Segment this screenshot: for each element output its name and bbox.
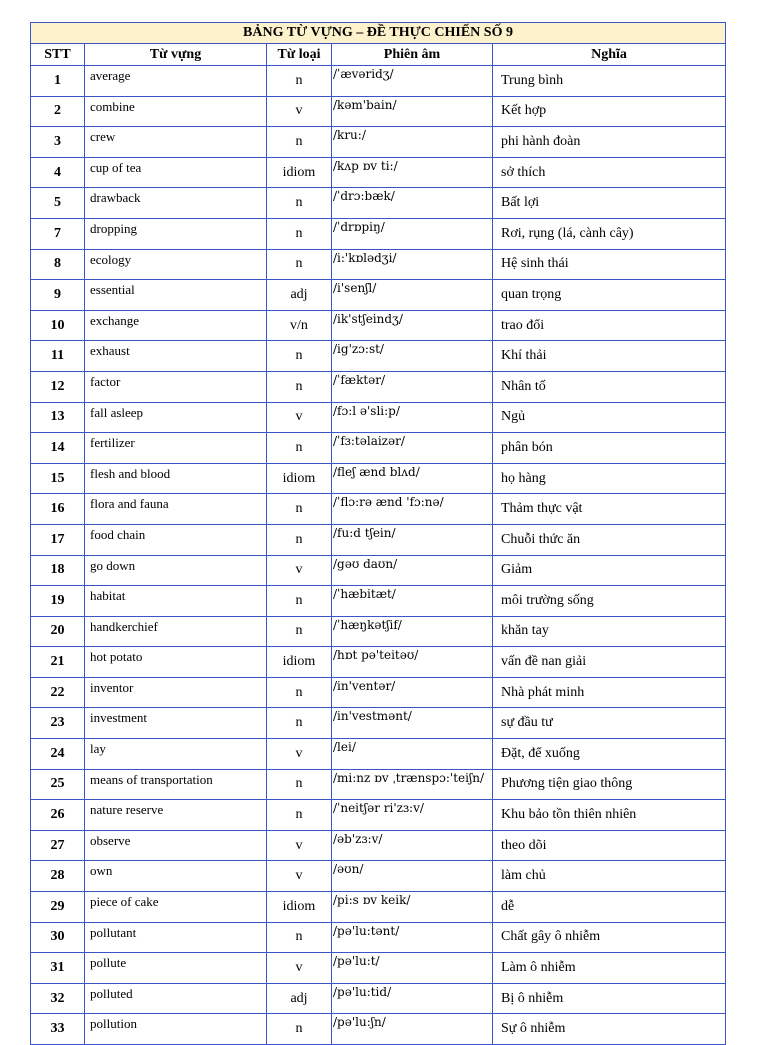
pronunciation: /hɒt pə'teitəʊ/ <box>332 647 493 678</box>
row-number: 14 <box>31 433 85 464</box>
pronunciation: /fleʃ ænd blʌd/ <box>332 463 493 494</box>
vocab-word: crew <box>85 127 267 158</box>
word-type: n <box>267 127 332 158</box>
meaning: Kết hợp <box>493 96 726 127</box>
meaning: theo dõi <box>493 830 726 861</box>
row-number: 13 <box>31 402 85 433</box>
table-row <box>31 524 726 555</box>
meaning: Rơi, rụng (lá, cành cây) <box>493 218 726 249</box>
vocab-word: hot potato <box>85 647 267 678</box>
pronunciation: /ˈneitʃər ri'zɜ:v/ <box>332 800 493 831</box>
vocab-word: observe <box>85 830 267 861</box>
table-row <box>31 983 726 1014</box>
row-number: 3 <box>31 127 85 158</box>
row-number: 8 <box>31 249 85 280</box>
pronunciation: /kəm'bain/ <box>332 96 493 127</box>
meaning: Hệ sinh thái <box>493 249 726 280</box>
table-row <box>31 555 726 586</box>
row-number: 11 <box>31 341 85 372</box>
pronunciation: /pə'lu:tid/ <box>332 983 493 1014</box>
table-row <box>31 310 726 341</box>
vocabulary-table <box>30 22 726 1045</box>
row-number: 15 <box>31 463 85 494</box>
word-type: n <box>267 249 332 280</box>
word-type: v <box>267 739 332 770</box>
word-type: idiom <box>267 157 332 188</box>
table-title: BẢNG TỪ VỰNG – ĐỀ THỰC CHIẾN SỐ 9 <box>31 23 726 44</box>
meaning: Bất lợi <box>493 188 726 219</box>
meaning: Nhà phát minh <box>493 677 726 708</box>
vocab-word: piece of cake <box>85 892 267 923</box>
row-number: 28 <box>31 861 85 892</box>
meaning: Trung bình <box>493 66 726 97</box>
table-row <box>31 341 726 372</box>
vocab-word: habitat <box>85 586 267 617</box>
word-type: n <box>267 1014 332 1045</box>
vocab-word: food chain <box>85 524 267 555</box>
vocab-word: exchange <box>85 310 267 341</box>
vocab-word: fertilizer <box>85 433 267 464</box>
meaning: môi trường sống <box>493 586 726 617</box>
table-row <box>31 586 726 617</box>
vocab-word: drawback <box>85 188 267 219</box>
vocab-word: polluted <box>85 983 267 1014</box>
vocab-word: inventor <box>85 677 267 708</box>
pronunciation: /gəʊ daʊn/ <box>332 555 493 586</box>
word-type: n <box>267 677 332 708</box>
vocab-word: pollute <box>85 953 267 984</box>
row-number: 9 <box>31 280 85 311</box>
vocab-word: means of transportation <box>85 769 267 800</box>
word-type: n <box>267 922 332 953</box>
meaning: Bị ô nhiễm <box>493 983 726 1014</box>
meaning: Khí thải <box>493 341 726 372</box>
word-type: n <box>267 708 332 739</box>
row-number: 16 <box>31 494 85 525</box>
vocab-word: essential <box>85 280 267 311</box>
table-row <box>31 800 726 831</box>
table-row <box>31 433 726 464</box>
row-number: 21 <box>31 647 85 678</box>
row-number: 27 <box>31 830 85 861</box>
meaning: làm chủ <box>493 861 726 892</box>
row-number: 24 <box>31 739 85 770</box>
table-row <box>31 830 726 861</box>
word-type: v <box>267 861 332 892</box>
table-row <box>31 677 726 708</box>
vocab-word: factor <box>85 371 267 402</box>
word-type: v <box>267 953 332 984</box>
row-number: 4 <box>31 157 85 188</box>
row-number: 1 <box>31 66 85 97</box>
pronunciation: /in'vestmənt/ <box>332 708 493 739</box>
word-type: idiom <box>267 892 332 923</box>
table-row <box>31 892 726 923</box>
meaning: Ngủ <box>493 402 726 433</box>
pronunciation: /əʊn/ <box>332 861 493 892</box>
vocab-word: lay <box>85 739 267 770</box>
meaning: phi hành đoàn <box>493 127 726 158</box>
table-header-row <box>31 44 726 66</box>
row-number: 10 <box>31 310 85 341</box>
vocab-word: ecology <box>85 249 267 280</box>
table-row <box>31 922 726 953</box>
vocab-word: handkerchief <box>85 616 267 647</box>
word-type: v <box>267 830 332 861</box>
pronunciation: /ˈhæŋkətʃif/ <box>332 616 493 647</box>
meaning: Phương tiện giao thông <box>493 769 726 800</box>
table-row <box>31 157 726 188</box>
row-number: 23 <box>31 708 85 739</box>
row-number: 18 <box>31 555 85 586</box>
row-number: 19 <box>31 586 85 617</box>
meaning: dễ <box>493 892 726 923</box>
table-body <box>31 66 726 1045</box>
row-number: 32 <box>31 983 85 1014</box>
vocab-word: investment <box>85 708 267 739</box>
word-type: idiom <box>267 647 332 678</box>
word-type: n <box>267 586 332 617</box>
vocab-word: cup of tea <box>85 157 267 188</box>
word-type: n <box>267 769 332 800</box>
meaning: Sự ô nhiễm <box>493 1014 726 1045</box>
meaning: phân bón <box>493 433 726 464</box>
word-type: v <box>267 96 332 127</box>
meaning: Chuỗi thức ăn <box>493 524 726 555</box>
word-type: n <box>267 524 332 555</box>
vocab-word: dropping <box>85 218 267 249</box>
word-type: idiom <box>267 463 332 494</box>
meaning: Làm ô nhiễm <box>493 953 726 984</box>
table-row <box>31 280 726 311</box>
meaning: trao đổi <box>493 310 726 341</box>
meaning: sở thích <box>493 157 726 188</box>
meaning: vấn đề nan giải <box>493 647 726 678</box>
pronunciation: /kʌp ɒv ti:/ <box>332 157 493 188</box>
pronunciation: /ik'stʃeindʒ/ <box>332 310 493 341</box>
pronunciation: /ˈflɔ:rə ænd 'fɔ:nə/ <box>332 494 493 525</box>
row-number: 5 <box>31 188 85 219</box>
table-title-row <box>31 23 726 44</box>
row-number: 12 <box>31 371 85 402</box>
vocab-word: pollution <box>85 1014 267 1045</box>
table-row <box>31 739 726 770</box>
table-row <box>31 188 726 219</box>
pronunciation: /pə'lu:ʃn/ <box>332 1014 493 1045</box>
vocab-word: go down <box>85 555 267 586</box>
word-type: n <box>267 188 332 219</box>
row-number: 20 <box>31 616 85 647</box>
word-type: v <box>267 402 332 433</box>
meaning: quan trọng <box>493 280 726 311</box>
vocab-word: flora and fauna <box>85 494 267 525</box>
table-row <box>31 494 726 525</box>
table-row <box>31 402 726 433</box>
word-type: n <box>267 433 332 464</box>
header-meaning: Nghĩa <box>493 44 726 66</box>
row-number: 26 <box>31 800 85 831</box>
table-row <box>31 769 726 800</box>
table-row <box>31 463 726 494</box>
vocab-word: fall asleep <box>85 402 267 433</box>
row-number: 17 <box>31 524 85 555</box>
word-type: n <box>267 341 332 372</box>
word-type: adj <box>267 983 332 1014</box>
word-type: v <box>267 555 332 586</box>
pronunciation: /pi:s ɒv keik/ <box>332 892 493 923</box>
pronunciation: /ˈhæbitæt/ <box>332 586 493 617</box>
pronunciation: /i'senʃl/ <box>332 280 493 311</box>
header-stt: STT <box>31 44 85 66</box>
word-type: v/n <box>267 310 332 341</box>
meaning: Khu bảo tồn thiên nhiên <box>493 800 726 831</box>
table-row <box>31 708 726 739</box>
pronunciation: /ˈdrɔ:bæk/ <box>332 188 493 219</box>
row-number: 31 <box>31 953 85 984</box>
word-type: n <box>267 66 332 97</box>
pronunciation: /ˈævəridʒ/ <box>332 66 493 97</box>
meaning: khăn tay <box>493 616 726 647</box>
vocab-word: combine <box>85 96 267 127</box>
vocab-word: nature reserve <box>85 800 267 831</box>
table-row <box>31 371 726 402</box>
header-word: Từ vựng <box>85 44 267 66</box>
meaning: Giảm <box>493 555 726 586</box>
row-number: 2 <box>31 96 85 127</box>
pronunciation: /mi:nz ɒv ˌtrænspɔ:'teiʃn/ <box>332 769 493 800</box>
word-type: n <box>267 371 332 402</box>
table-row <box>31 616 726 647</box>
word-type: n <box>267 800 332 831</box>
meaning: Chất gây ô nhiễm <box>493 922 726 953</box>
vocab-word: exhaust <box>85 341 267 372</box>
pronunciation: /lei/ <box>332 739 493 770</box>
row-number: 30 <box>31 922 85 953</box>
word-type: adj <box>267 280 332 311</box>
row-number: 25 <box>31 769 85 800</box>
vocab-word: pollutant <box>85 922 267 953</box>
header-ipa: Phiên âm <box>332 44 493 66</box>
table-row <box>31 249 726 280</box>
pronunciation: /əb'zɜ:v/ <box>332 830 493 861</box>
meaning: Thảm thực vật <box>493 494 726 525</box>
table-row <box>31 953 726 984</box>
row-number: 22 <box>31 677 85 708</box>
pronunciation: /kru:/ <box>332 127 493 158</box>
pronunciation: /ˈfæktər/ <box>332 371 493 402</box>
pronunciation: /ig'zɔ:st/ <box>332 341 493 372</box>
pronunciation: /fu:d tʃein/ <box>332 524 493 555</box>
meaning: Đặt, để xuống <box>493 739 726 770</box>
table-row <box>31 218 726 249</box>
vocab-word: flesh and blood <box>85 463 267 494</box>
pronunciation: /pə'lu:t/ <box>332 953 493 984</box>
table-row <box>31 96 726 127</box>
word-type: n <box>267 616 332 647</box>
meaning: họ hàng <box>493 463 726 494</box>
pronunciation: /i:'kɒlədʒi/ <box>332 249 493 280</box>
table-row <box>31 127 726 158</box>
table-row <box>31 861 726 892</box>
pronunciation: /ˈdrɒpiŋ/ <box>332 218 493 249</box>
word-type: n <box>267 494 332 525</box>
vocab-word: average <box>85 66 267 97</box>
header-type: Từ loại <box>267 44 332 66</box>
pronunciation: /fɔ:l ə'sli:p/ <box>332 402 493 433</box>
pronunciation: /pə'lu:tənt/ <box>332 922 493 953</box>
table-row <box>31 647 726 678</box>
pronunciation: /ˈfɜ:təlaizər/ <box>332 433 493 464</box>
vocab-word: own <box>85 861 267 892</box>
row-number: 29 <box>31 892 85 923</box>
table-row <box>31 66 726 97</box>
row-number: 7 <box>31 218 85 249</box>
row-number: 33 <box>31 1014 85 1045</box>
meaning: Nhân tố <box>493 371 726 402</box>
table-row <box>31 1014 726 1045</box>
pronunciation: /in'ventər/ <box>332 677 493 708</box>
meaning: sự đầu tư <box>493 708 726 739</box>
word-type: n <box>267 218 332 249</box>
